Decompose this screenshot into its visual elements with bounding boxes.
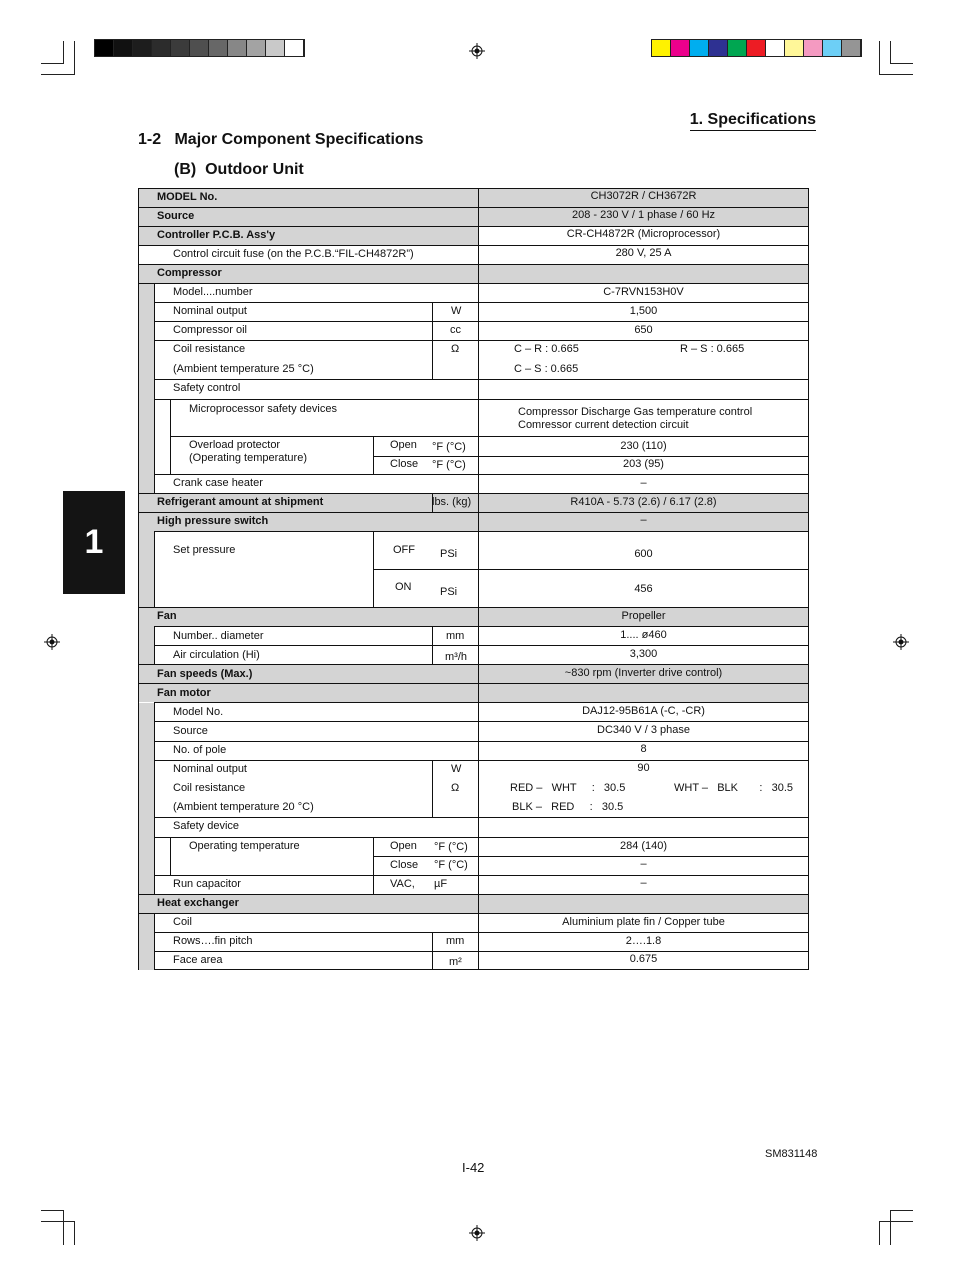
coil-cs-value: C – S : 0.665 (514, 363, 579, 375)
micro-label: Microprocessor safety devices (189, 403, 337, 415)
fm-cap-value: – (640, 877, 647, 889)
crank-value: – (640, 477, 647, 489)
micro-value-2: Comressor current detection circuit (518, 419, 689, 431)
gray-swatch (266, 40, 285, 56)
fan-label: Fan (157, 610, 177, 622)
micro-value-1: Compressor Discharge Gas temperature control (518, 406, 753, 418)
document-code: SM831148 (765, 1148, 818, 1160)
fm-coil-value-3: BLK – RED : 30.5 (512, 801, 624, 813)
pcb-label: Controller P.C.B. Ass'y (157, 229, 276, 241)
fm-coil-label: Coil resistance (173, 782, 246, 794)
gray-swatch (228, 40, 247, 56)
open-label: Open (390, 439, 417, 451)
fm-open-label: Open (390, 840, 417, 852)
color-swatch (652, 40, 671, 56)
color-swatch (671, 40, 690, 56)
group-bar (139, 626, 154, 664)
fm-unit-temp-open: °F (°C) (434, 841, 468, 853)
registration-target-icon (469, 1225, 485, 1241)
registration-target-icon (44, 634, 60, 650)
fm-output-value: 90 (637, 762, 650, 774)
fm-unit-ohm: Ω (451, 782, 460, 794)
fan-number-value: 1.... ø460 (620, 629, 667, 641)
gray-swatch (190, 40, 209, 56)
fan-speeds-value: ~830 rpm (Inverter drive control) (564, 667, 723, 679)
overload-sub: (Operating temperature) (189, 452, 307, 464)
chapter-tab: 1 (63, 491, 125, 594)
off-label: OFF (393, 544, 415, 556)
crop-mark (879, 41, 880, 75)
sub-title: (B) Outdoor Unit (174, 161, 304, 178)
gray-swatch (133, 40, 152, 56)
unit-temp-close: °F (°C) (432, 459, 466, 471)
header-fill (139, 265, 808, 283)
color-swatch (728, 40, 747, 56)
color-swatch (804, 40, 823, 56)
unit-mm: mm (446, 630, 465, 642)
crop-mark (879, 1221, 913, 1222)
crop-mark (41, 74, 75, 75)
fm-model-value: DAJ12-95B61A (-C, -CR) (582, 705, 705, 717)
crop-mark (890, 63, 913, 64)
fm-source-label: Source (173, 725, 208, 737)
hps-label: High pressure switch (157, 515, 269, 527)
compressor-oil-label: Compressor oil (173, 324, 247, 336)
group-bar (139, 913, 154, 970)
unit-psi-off: PSi (440, 548, 458, 560)
gray-swatch (285, 40, 304, 56)
hx-rows-value: 2….1.8 (625, 935, 662, 947)
coil-cr-value: C – R : 0.665 (514, 343, 579, 355)
fm-coil-value-1: RED – WHT : 30.5 (510, 782, 626, 794)
hx-rows-label: Rows….fin pitch (173, 935, 253, 947)
crank-label: Crank case heater (173, 477, 263, 489)
pcb-value: CR-CH4872R (Microprocessor) (566, 228, 721, 240)
set-pressure-label: Set pressure (173, 544, 236, 556)
close-label: Close (390, 458, 419, 470)
refrigerant-value: R410A - 5.73 (2.6) / 6.17 (2.8) (570, 496, 717, 508)
fm-pole-value: 8 (640, 743, 647, 755)
coil-rs-value: R – S : 0.665 (680, 343, 745, 355)
gray-swatch (247, 40, 266, 56)
header-fill (139, 895, 808, 913)
fm-cap-unit-2: µF (434, 878, 448, 890)
group-bar (139, 284, 154, 494)
compressor-coil-label: Coil resistance (173, 343, 246, 355)
registration-target-icon (469, 43, 485, 59)
gray-swatch (95, 40, 114, 56)
on-label: ON (395, 581, 412, 593)
source-label: Source (157, 210, 195, 222)
hps-value: – (640, 514, 647, 526)
crop-mark (41, 63, 64, 64)
fm-safety-label: Safety device (173, 820, 240, 832)
hx-unit-m2: m² (449, 956, 462, 968)
section-reference: 1. Specifications (690, 111, 816, 131)
fan-number-label: Number.. diameter (173, 630, 264, 642)
crop-mark (890, 41, 891, 64)
compressor-label: Compressor (157, 267, 222, 279)
fm-op-temp-label: Operating temperature (189, 840, 300, 852)
hx-face-value: 0.675 (629, 953, 658, 965)
crop-mark (879, 1221, 880, 1245)
crop-mark (63, 1210, 64, 1245)
gray-swatch (114, 40, 133, 56)
unit-lbs: lbs. (kg) (432, 496, 472, 508)
gray-calibration-bar (94, 39, 305, 57)
crop-mark (890, 1210, 891, 1245)
crop-mark (41, 1221, 75, 1222)
close-value: 203 (95) (623, 458, 664, 470)
fm-source-value: DC340 V / 3 phase (597, 724, 690, 736)
fuse-label: Control circuit fuse (on the P.C.B.“FIL-CH4872R”) (173, 248, 414, 260)
fan-value: Propeller (621, 610, 666, 622)
model-label: MODEL No. (157, 191, 218, 203)
fm-open-value: 284 (140) (619, 840, 668, 852)
hx-coil-label: Coil (173, 916, 192, 928)
compressor-output-label: Nominal output (173, 305, 247, 317)
hx-label: Heat exchanger (157, 897, 239, 909)
fm-model-label: Model No. (173, 706, 224, 718)
color-swatch (766, 40, 785, 56)
crop-mark (879, 74, 913, 75)
section-title: 1-2 Major Component Specifications (138, 131, 424, 148)
air-circulation-label: Air circulation (Hi) (173, 649, 260, 661)
group-bar (139, 531, 154, 607)
fan-speeds-label: Fan speeds (Max.) (157, 668, 253, 680)
source-value: 208 - 230 V / 1 phase / 60 Hz (571, 209, 716, 221)
registration-target-icon (893, 634, 909, 650)
overload-label: Overload protector (189, 439, 281, 451)
off-value: 600 (634, 548, 653, 560)
color-swatch (785, 40, 804, 56)
fm-cap-label: Run capacitor (173, 878, 241, 890)
fm-pole-label: No. of pole (173, 744, 227, 756)
on-value: 456 (634, 583, 653, 595)
hx-unit-mm: mm (446, 935, 465, 947)
color-swatch (747, 40, 766, 56)
fm-output-label: Nominal output (173, 763, 247, 775)
fuse-value: 280 V, 25 A (615, 247, 672, 259)
compressor-model-label: Model....number (173, 286, 253, 298)
unit-m3h: m³/h (445, 651, 467, 663)
air-circulation-value: 3,300 (629, 648, 658, 660)
unit-cc: cc (450, 324, 461, 336)
color-swatch (823, 40, 842, 56)
crop-mark (74, 41, 75, 75)
crop-mark (890, 1210, 913, 1211)
group-bar (139, 703, 154, 895)
gray-swatch (209, 40, 228, 56)
crop-mark (63, 41, 64, 64)
hx-face-label: Face area (173, 954, 223, 966)
fm-close-label: Close (390, 859, 419, 871)
unit-w: W (451, 305, 462, 317)
gray-swatch (152, 40, 171, 56)
fm-cap-unit-1: VAC, (390, 878, 415, 890)
color-calibration-bar (651, 39, 862, 57)
refrigerant-label: Refrigerant amount at shipment (157, 496, 324, 508)
color-swatch (709, 40, 728, 56)
compressor-coil-sub: (Ambient temperature 25 °C) (173, 363, 314, 375)
gray-swatch (171, 40, 190, 56)
fm-unit-temp-close: °F (°C) (434, 859, 468, 871)
compressor-safety-label: Safety control (173, 382, 241, 394)
spec-table (138, 188, 809, 970)
fm-unit-w: W (451, 763, 462, 775)
color-swatch (842, 40, 861, 56)
crop-mark (74, 1221, 75, 1245)
compressor-oil-value: 650 (634, 324, 653, 336)
page-number: I-42 (462, 1160, 485, 1175)
fm-coil-value-2: WHT – BLK : 30.5 (674, 782, 794, 794)
unit-ohm: Ω (451, 343, 460, 355)
fm-close-value: – (640, 858, 647, 870)
color-swatch (690, 40, 709, 56)
compressor-model-value: C-7RVN153H0V (603, 286, 684, 298)
hx-coil-value: Aluminium plate fin / Copper tube (562, 916, 725, 928)
model-value: CH3072R / CH3672R (590, 190, 697, 202)
crop-mark (41, 1210, 64, 1211)
unit-temp-open: °F (°C) (432, 441, 466, 453)
open-value: 230 (110) (620, 440, 667, 452)
compressor-output-value: 1,500 (629, 305, 658, 317)
fm-coil-sub: (Ambient temperature 20 °C) (173, 801, 314, 813)
fan-motor-label: Fan motor (157, 687, 211, 699)
unit-psi-on: PSi (440, 586, 458, 598)
